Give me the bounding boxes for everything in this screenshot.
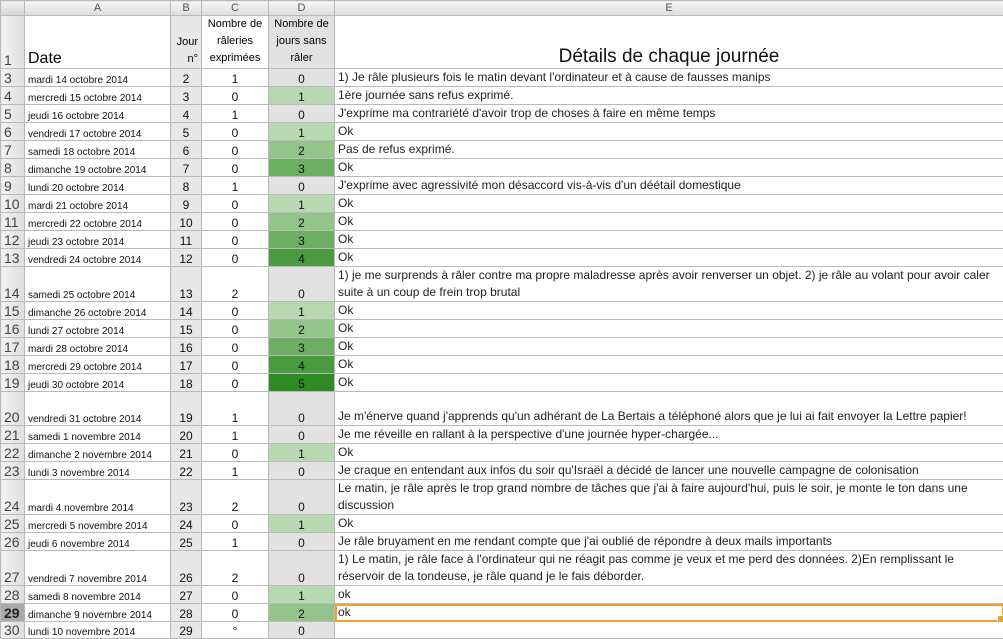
row-number[interactable]: 21 bbox=[1, 426, 25, 444]
jour-cell[interactable]: 17 bbox=[171, 356, 202, 374]
date-cell[interactable]: dimanche 9 novembre 2014 bbox=[25, 604, 171, 622]
details-cell[interactable]: Ok bbox=[335, 356, 1003, 374]
row-number[interactable]: 11 bbox=[1, 213, 25, 231]
date-cell[interactable]: lundi 27 octobre 2014 bbox=[25, 320, 171, 338]
date-cell[interactable]: jeudi 23 octobre 2014 bbox=[25, 231, 171, 249]
date-cell[interactable]: vendredi 7 novembre 2014 bbox=[25, 551, 171, 586]
date-cell[interactable]: lundi 3 novembre 2014 bbox=[25, 462, 171, 480]
date-cell[interactable]: dimanche 2 novembre 2014 bbox=[25, 444, 171, 462]
jour-cell[interactable]: 5 bbox=[171, 123, 202, 141]
jour-cell[interactable]: 10 bbox=[171, 213, 202, 231]
jour-header-cell[interactable] bbox=[171, 16, 202, 69]
table-row bbox=[1, 141, 1003, 159]
fill-handle[interactable] bbox=[997, 615, 1003, 622]
date-cell[interactable]: mercredi 29 octobre 2014 bbox=[25, 356, 171, 374]
details-cell[interactable]: Ok bbox=[335, 159, 1003, 177]
sans-raler-header-cell[interactable] bbox=[269, 16, 335, 69]
raleries-cell[interactable]: 2 bbox=[202, 480, 269, 515]
date-cell[interactable]: mercredi 22 octobre 2014 bbox=[25, 213, 171, 231]
jour-cell[interactable]: 11 bbox=[171, 231, 202, 249]
sans-raler-cell[interactable]: 1 bbox=[269, 87, 335, 105]
row-number[interactable]: 22 bbox=[1, 444, 25, 462]
jour-cell[interactable]: 2 bbox=[171, 69, 202, 87]
sans-raler-cell[interactable]: 2 bbox=[269, 141, 335, 159]
jour-cell[interactable]: 27 bbox=[171, 586, 202, 604]
row-number[interactable]: 30 bbox=[1, 622, 25, 639]
table-row bbox=[1, 105, 1003, 123]
details-cell[interactable]: Ok bbox=[335, 338, 1003, 356]
details-cell[interactable]: 1) Le matin, je râle face à l'ordinateur qui ne réagit pas comme je veux et me perd des données. 2)En remplissant le réservoir de la tondeuse, je râle quand je le fais déborder. bbox=[335, 551, 1003, 586]
jour-cell[interactable]: 7 bbox=[171, 159, 202, 177]
column-header-a[interactable]: A bbox=[25, 1, 171, 16]
table-row bbox=[1, 231, 1003, 249]
sans-raler-cell[interactable]: 0 bbox=[269, 177, 335, 195]
date-cell[interactable]: mercredi 15 octobre 2014 bbox=[25, 87, 171, 105]
jour-cell[interactable]: 25 bbox=[171, 533, 202, 551]
date-header-cell[interactable]: Date bbox=[25, 16, 171, 69]
table-row bbox=[1, 551, 1003, 586]
details-cell[interactable]: Ok bbox=[335, 374, 1003, 392]
raleries-cell[interactable]: 1 bbox=[202, 105, 269, 123]
raleries-cell[interactable]: 1 bbox=[202, 69, 269, 87]
raleries-cell[interactable]: 1 bbox=[202, 392, 269, 426]
details-cell[interactable]: Ok bbox=[335, 320, 1003, 338]
date-cell[interactable]: jeudi 30 octobre 2014 bbox=[25, 374, 171, 392]
raleries-cell[interactable]: 2 bbox=[202, 551, 269, 586]
table-row bbox=[1, 320, 1003, 338]
table-row bbox=[1, 444, 1003, 462]
row-number[interactable]: 18 bbox=[1, 356, 25, 374]
raleries-cell[interactable]: 0 bbox=[202, 213, 269, 231]
date-cell[interactable]: lundi 10 novembre 2014 bbox=[25, 622, 171, 639]
raleries-cell[interactable]: 0 bbox=[202, 123, 269, 141]
sans-raler-cell[interactable]: 1 bbox=[269, 302, 335, 320]
raleries-cell[interactable]: 1 bbox=[202, 462, 269, 480]
column-header-b[interactable]: B bbox=[171, 1, 202, 16]
sans-raler-cell[interactable]: 0 bbox=[269, 622, 335, 639]
row-number[interactable]: 5 bbox=[1, 105, 25, 123]
row-number[interactable]: 17 bbox=[1, 338, 25, 356]
row-number[interactable]: 13 bbox=[1, 249, 25, 267]
date-cell[interactable]: jeudi 16 octobre 2014 bbox=[25, 105, 171, 123]
table-row bbox=[1, 69, 1003, 87]
date-cell[interactable]: mardi 28 octobre 2014 bbox=[25, 338, 171, 356]
row-number[interactable]: 27 bbox=[1, 551, 25, 586]
table-row bbox=[1, 123, 1003, 141]
table-row bbox=[1, 159, 1003, 177]
raleries-cell[interactable]: 1 bbox=[202, 533, 269, 551]
raleries-cell[interactable]: 1 bbox=[202, 426, 269, 444]
row-number[interactable]: 14 bbox=[1, 267, 25, 302]
jour-cell[interactable]: 3 bbox=[171, 87, 202, 105]
details-cell[interactable]: ok bbox=[335, 586, 1003, 604]
sans-raler-cell[interactable]: 2 bbox=[269, 604, 335, 622]
jour-cell[interactable]: 29 bbox=[171, 622, 202, 639]
row-number[interactable]: 25 bbox=[1, 515, 25, 533]
table-row bbox=[1, 586, 1003, 604]
column-header-d[interactable]: D bbox=[269, 1, 335, 16]
sans-raler-cell[interactable]: 5 bbox=[269, 374, 335, 392]
jour-cell[interactable]: 15 bbox=[171, 320, 202, 338]
column-header-e[interactable]: E bbox=[335, 1, 1003, 16]
row-number[interactable]: 8 bbox=[1, 159, 25, 177]
jour-cell[interactable]: 19 bbox=[171, 392, 202, 426]
date-cell[interactable]: samedi 1 novembre 2014 bbox=[25, 426, 171, 444]
date-cell[interactable]: samedi 8 novembre 2014 bbox=[25, 586, 171, 604]
sans-raler-cell[interactable]: 1 bbox=[269, 515, 335, 533]
details-cell[interactable]: Ok bbox=[335, 213, 1003, 231]
row-number[interactable]: 10 bbox=[1, 195, 25, 213]
row-number[interactable]: 23 bbox=[1, 462, 25, 480]
date-cell[interactable]: mardi 4 novembre 2014 bbox=[25, 480, 171, 515]
raleries-cell[interactable]: 2 bbox=[202, 267, 269, 302]
sans-raler-cell[interactable]: 0 bbox=[269, 392, 335, 426]
sans-raler-cell[interactable]: 3 bbox=[269, 159, 335, 177]
details-cell[interactable]: ok bbox=[335, 604, 1003, 622]
date-cell[interactable]: vendredi 24 octobre 2014 bbox=[25, 249, 171, 267]
row-number[interactable]: 3 bbox=[1, 69, 25, 87]
sans-raler-cell[interactable]: 4 bbox=[269, 356, 335, 374]
column-header-c[interactable]: C bbox=[202, 1, 269, 16]
row-number[interactable]: 19 bbox=[1, 374, 25, 392]
date-cell[interactable]: vendredi 17 octobre 2014 bbox=[25, 123, 171, 141]
row-number[interactable]: 7 bbox=[1, 141, 25, 159]
raleries-cell[interactable]: 0 bbox=[202, 320, 269, 338]
row-number[interactable]: 29 bbox=[1, 604, 25, 622]
jour-cell[interactable]: 23 bbox=[171, 480, 202, 515]
table-row bbox=[1, 249, 1003, 267]
table-row bbox=[1, 515, 1003, 533]
jour-cell[interactable]: 28 bbox=[171, 604, 202, 622]
table-row bbox=[1, 622, 1003, 639]
jour-cell[interactable]: 20 bbox=[171, 426, 202, 444]
details-cell[interactable]: Ok bbox=[335, 231, 1003, 249]
details-cell[interactable]: Je râle bruyament en me rendant compte que j'ai oublié de répondre à deux mails importants bbox=[335, 533, 1003, 551]
date-cell[interactable]: samedi 18 octobre 2014 bbox=[25, 141, 171, 159]
details-cell[interactable]: Ok bbox=[335, 515, 1003, 533]
details-cell[interactable]: Ok bbox=[335, 123, 1003, 141]
date-cell[interactable]: jeudi 6 novembre 2014 bbox=[25, 533, 171, 551]
details-cell[interactable]: Le matin, je râle après le trop grand nombre de tâches que j'ai à faire aujourd'hui, puis le soir, je monte le ton dans une discussion bbox=[335, 480, 1003, 515]
sans-raler-cell[interactable]: 2 bbox=[269, 320, 335, 338]
raleries-cell[interactable]: 0 bbox=[202, 231, 269, 249]
jour-cell[interactable]: 14 bbox=[171, 302, 202, 320]
row-number[interactable]: 4 bbox=[1, 87, 25, 105]
row-number[interactable]: 24 bbox=[1, 480, 25, 515]
raleries-cell[interactable]: 0 bbox=[202, 515, 269, 533]
date-cell[interactable]: dimanche 19 octobre 2014 bbox=[25, 159, 171, 177]
row-number[interactable]: 15 bbox=[1, 302, 25, 320]
details-cell[interactable] bbox=[335, 622, 1003, 639]
table-row bbox=[1, 462, 1003, 480]
details-cell[interactable]: Pas de refus exprimé. bbox=[335, 141, 1003, 159]
details-cell[interactable]: Je me réveille en rallant à la perspective d'une journée hyper-chargée... bbox=[335, 426, 1003, 444]
sans-raler-cell[interactable]: 1 bbox=[269, 195, 335, 213]
raleries-cell[interactable]: 0 bbox=[202, 338, 269, 356]
raleries-header-line3: exprimées bbox=[205, 50, 265, 67]
raleries-cell[interactable]: 0 bbox=[202, 604, 269, 622]
row-number[interactable]: 20 bbox=[1, 392, 25, 426]
row-number[interactable]: 6 bbox=[1, 123, 25, 141]
table-row bbox=[1, 392, 1003, 426]
date-cell[interactable]: mardi 21 octobre 2014 bbox=[25, 195, 171, 213]
sans-raler-cell[interactable]: 1 bbox=[269, 444, 335, 462]
sans-raler-cell[interactable]: 3 bbox=[269, 231, 335, 249]
details-cell[interactable]: J'exprime avec agressivité mon désaccord vis-à-vis d'un déétail domestique bbox=[335, 177, 1003, 195]
details-cell[interactable]: Ok bbox=[335, 302, 1003, 320]
sans-raler-cell[interactable]: 0 bbox=[269, 551, 335, 586]
date-cell[interactable]: vendredi 31 octobre 2014 bbox=[25, 392, 171, 426]
sans-raler-cell[interactable]: 0 bbox=[269, 426, 335, 444]
details-cell[interactable]: Ok bbox=[335, 444, 1003, 462]
jour-cell[interactable]: 26 bbox=[171, 551, 202, 586]
jour-cell[interactable]: 18 bbox=[171, 374, 202, 392]
jour-cell[interactable]: 24 bbox=[171, 515, 202, 533]
row-number[interactable]: 1 bbox=[1, 16, 25, 69]
raleries-cell[interactable]: 0 bbox=[202, 249, 269, 267]
row-number[interactable]: 26 bbox=[1, 533, 25, 551]
row-number[interactable]: 12 bbox=[1, 231, 25, 249]
raleries-header-cell[interactable] bbox=[202, 16, 269, 69]
sans-raler-cell[interactable]: 1 bbox=[269, 586, 335, 604]
jour-cell[interactable]: 21 bbox=[171, 444, 202, 462]
raleries-cell[interactable]: 0 bbox=[202, 159, 269, 177]
sans-raler-cell[interactable]: 0 bbox=[269, 267, 335, 302]
sans-raler-cell[interactable]: 0 bbox=[269, 69, 335, 87]
table-row bbox=[1, 213, 1003, 231]
details-cell[interactable]: 1ère journée sans refus exprimé. bbox=[335, 87, 1003, 105]
raleries-cell[interactable]: 0 bbox=[202, 141, 269, 159]
jour-cell[interactable]: 9 bbox=[171, 195, 202, 213]
details-cell[interactable]: 1) Je râle plusieurs fois le matin devant l'ordinateur et à cause de fausses manips bbox=[335, 69, 1003, 87]
table-row bbox=[1, 426, 1003, 444]
details-header-cell[interactable]: Détails de chaque journée bbox=[335, 16, 1003, 69]
table-row bbox=[1, 87, 1003, 105]
sans-raler-cell[interactable]: 0 bbox=[269, 105, 335, 123]
details-cell[interactable]: Je m'énerve quand j'apprends qu'un adhérant de La Bertais a téléphoné alors que je lui ai fait envoyer la Lettre papier! bbox=[335, 392, 1003, 426]
date-cell[interactable]: lundi 20 octobre 2014 bbox=[25, 177, 171, 195]
sans-raler-cell[interactable]: 0 bbox=[269, 462, 335, 480]
jour-cell[interactable]: 13 bbox=[171, 267, 202, 302]
date-cell[interactable]: samedi 25 octobre 2014 bbox=[25, 267, 171, 302]
table-row bbox=[1, 480, 1003, 515]
raleries-cell[interactable]: 0 bbox=[202, 302, 269, 320]
jour-header-line2: n° bbox=[174, 51, 198, 68]
sans-raler-cell[interactable]: 2 bbox=[269, 213, 335, 231]
table-row bbox=[1, 195, 1003, 213]
table-row bbox=[1, 533, 1003, 551]
table-row bbox=[1, 267, 1003, 302]
sans-header-line3: râler bbox=[272, 50, 331, 67]
table-row bbox=[1, 177, 1003, 195]
date-cell[interactable]: dimanche 26 octobre 2014 bbox=[25, 302, 171, 320]
raleries-cell[interactable]: 0 bbox=[202, 444, 269, 462]
details-cell[interactable]: Ok bbox=[335, 249, 1003, 267]
raleries-cell[interactable]: 0 bbox=[202, 87, 269, 105]
raleries-header-line2: râleries bbox=[205, 33, 265, 50]
raleries-cell[interactable]: 1 bbox=[202, 177, 269, 195]
jour-cell[interactable]: 6 bbox=[171, 141, 202, 159]
jour-cell[interactable]: 22 bbox=[171, 462, 202, 480]
date-cell[interactable]: mardi 14 octobre 2014 bbox=[25, 69, 171, 87]
table-row bbox=[1, 338, 1003, 356]
table-row bbox=[1, 356, 1003, 374]
header-row bbox=[1, 16, 1003, 69]
date-cell[interactable]: mercredi 5 novembre 2014 bbox=[25, 515, 171, 533]
jour-cell[interactable]: 16 bbox=[171, 338, 202, 356]
select-all-corner[interactable] bbox=[1, 1, 25, 16]
details-cell[interactable]: Ok bbox=[335, 195, 1003, 213]
sans-raler-cell[interactable]: 4 bbox=[269, 249, 335, 267]
raleries-header-line1: Nombre de bbox=[205, 16, 265, 33]
details-cell[interactable]: J'exprime ma contrariété d'avoir trop de choses à faire en même temps bbox=[335, 105, 1003, 123]
sans-header-line2: jours sans bbox=[272, 33, 331, 50]
raleries-cell[interactable]: 0 bbox=[202, 586, 269, 604]
row-number[interactable]: 28 bbox=[1, 586, 25, 604]
raleries-cell[interactable]: 0 bbox=[202, 374, 269, 392]
row-number[interactable]: 9 bbox=[1, 177, 25, 195]
raleries-cell[interactable]: 0 bbox=[202, 356, 269, 374]
table-row bbox=[1, 374, 1003, 392]
sans-raler-cell[interactable]: 0 bbox=[269, 533, 335, 551]
sans-raler-cell[interactable]: 0 bbox=[269, 480, 335, 515]
row-number[interactable]: 16 bbox=[1, 320, 25, 338]
details-cell[interactable]: 1) je me surprends à râler contre ma propre maladresse après avoir renverser un objet. 2) je râle au volant pour avoir caler suite à un coup de frein trop brutal bbox=[335, 267, 1003, 302]
sans-raler-cell[interactable]: 1 bbox=[269, 123, 335, 141]
jour-cell[interactable]: 8 bbox=[171, 177, 202, 195]
column-header-row bbox=[1, 1, 1003, 16]
jour-header-line1: Jour bbox=[174, 34, 198, 51]
sans-header-line1: Nombre de bbox=[272, 16, 331, 33]
details-cell[interactable]: Je craque en entendant aux infos du soir qu'Israël a décidé de lancer une nouvelle campagne de colonisation bbox=[335, 462, 1003, 480]
jour-cell[interactable]: 12 bbox=[171, 249, 202, 267]
sans-raler-cell[interactable]: 3 bbox=[269, 338, 335, 356]
table-row bbox=[1, 302, 1003, 320]
raleries-cell[interactable]: ° bbox=[202, 622, 269, 639]
table-row bbox=[1, 604, 1003, 622]
raleries-cell[interactable]: 0 bbox=[202, 195, 269, 213]
jour-cell[interactable]: 4 bbox=[171, 105, 202, 123]
